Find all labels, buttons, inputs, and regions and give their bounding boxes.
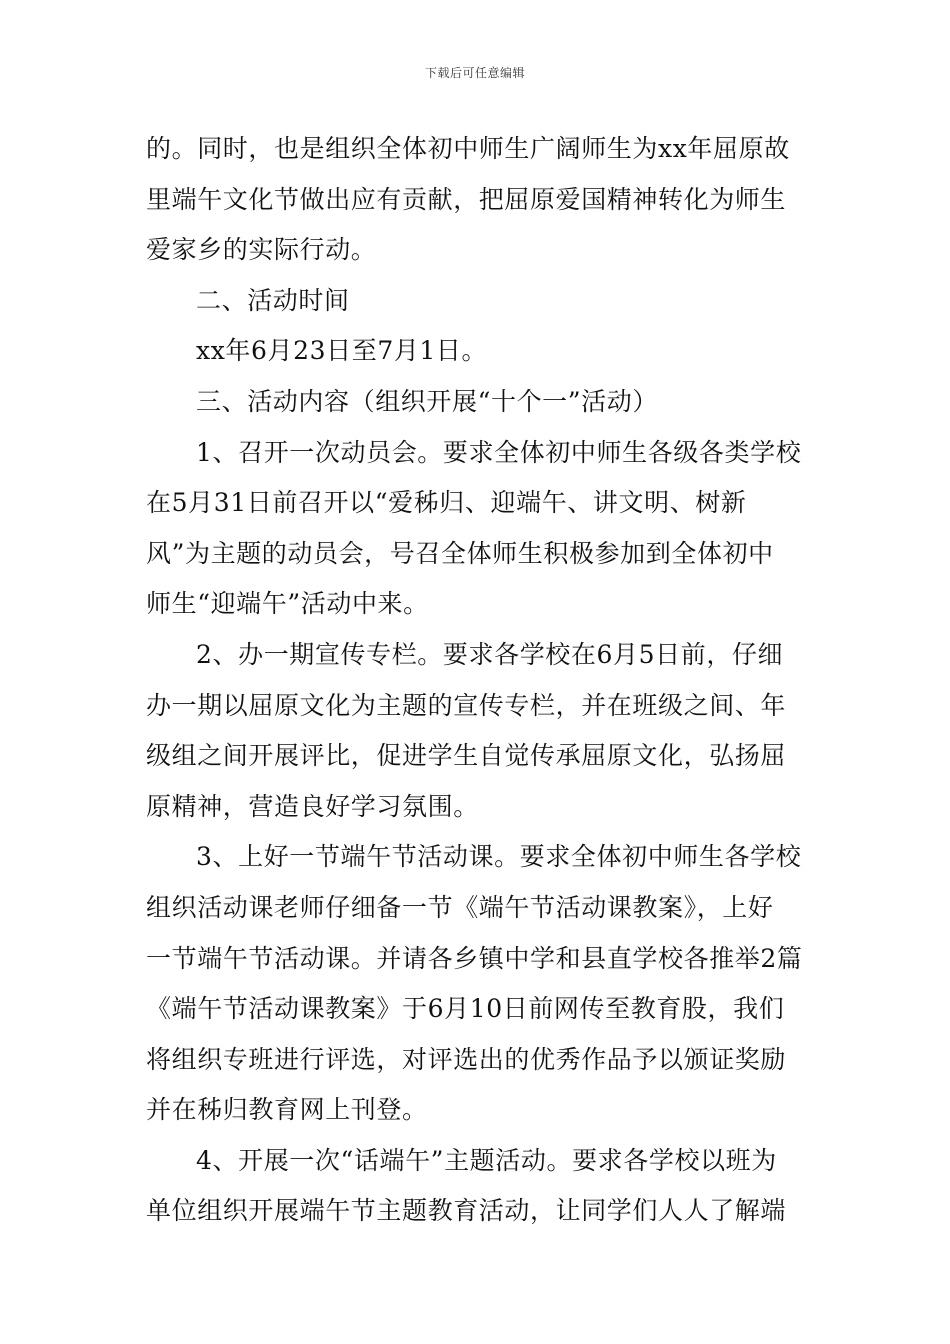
text-line: 在5月31日前召开以“爱秭归、迎端午、讲文明、树新 (146, 488, 747, 518)
item-3-first-line: 3、上好一节端午节活动课。要求全体初中师生各学校 (196, 842, 802, 872)
section-heading-time: 二、活动时间 (196, 285, 350, 315)
document-body (146, 124, 806, 1237)
text-line: 《端午节活动课教案》于6月10日前网传至教育股，我们 (146, 994, 785, 1024)
text-line: 的。同时，也是组织全体初中师生广阔师生为xx年屈原故 (146, 134, 790, 163)
text-line: 办一期以屈原文化为主题的宣传专栏，并在班级之间、年 (146, 690, 787, 720)
page-header: 下载后可任意编辑 (424, 66, 525, 80)
text-line: 里端午文化节做出应有贡献，把屈原爱国精神转化为师生 (146, 184, 787, 214)
text-line: 原精神，营造良好学习氛围。 (146, 791, 479, 821)
item-2-first-line: 2、办一期宣传专栏。要求各学校在6月5日前，仔细 (196, 639, 784, 669)
text-line: xx年6月23日至7月1日。 (196, 336, 488, 366)
text-line: 将组织专班进行评选，对评选出的优秀作品予以颁证奖励 (146, 1044, 787, 1074)
text-line: 组织活动课老师仔细备一节《端午节活动课教案》，上好 (146, 892, 774, 922)
section-heading-content: 三、活动内容（组织开展“十个一”活动） (196, 386, 658, 416)
text-line: 单位组织开展端午节主题教育活动，让同学们人人了解端 (146, 1196, 787, 1226)
text-line: 级组之间开展评比，促进学生自觉传承屈原文化，弘扬屈 (146, 741, 787, 771)
text-line: 风”为主题的动员会，号召全体师生积极参加到全体初中 (146, 538, 774, 568)
text-line: 爱家乡的实际行动。 (146, 235, 377, 265)
text-line: 师生“迎端午”活动中来。 (146, 589, 429, 619)
item-4-first-line: 4、开展一次“话端午”主题活动。要求各学校以班为 (196, 1145, 777, 1175)
text-line: 并在秭归教育网上刊登。 (146, 1095, 428, 1125)
text-line: 一节端午节活动课。并请各乡镇中学和县直学校各推举2篇 (146, 943, 803, 973)
item-1-first-line: 1、召开一次动员会。要求全体初中师生各级各类学校 (196, 437, 802, 467)
